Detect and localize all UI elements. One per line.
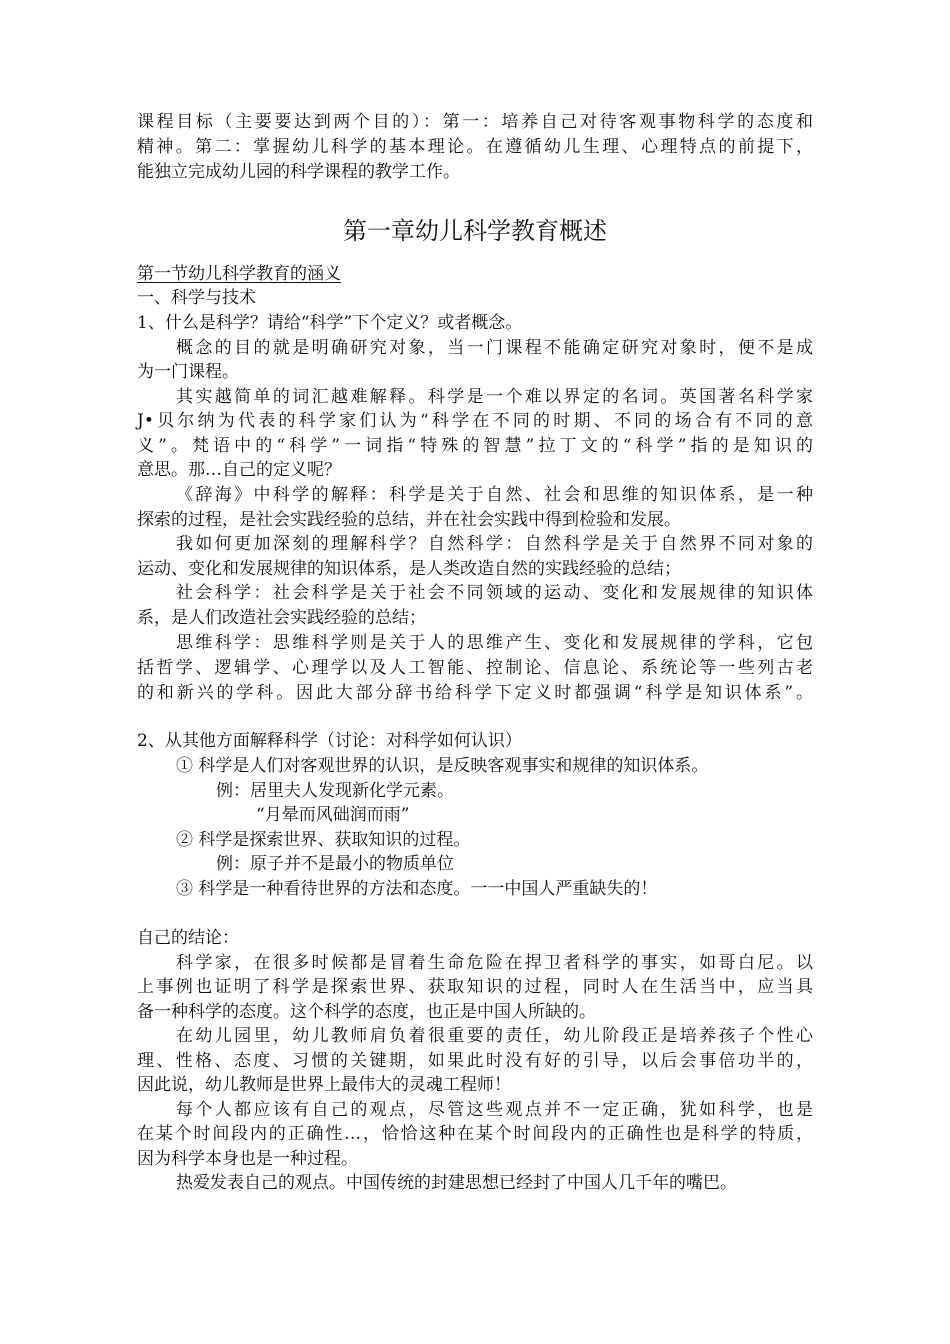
paragraph-line: 热爱发表自己的观点。中国传统的封建思想已经封了中国人几千年的嘴巴。 <box>176 1173 737 1193</box>
paragraph-line: 因为科学本身也是一种过程。 <box>137 1149 358 1169</box>
paragraph-line: 意思。那…自己的定义呢？ <box>137 460 341 480</box>
paragraph-line: 思维科学：思维科学则是关于人的思维产生、变化和发展规律的学科，它包 <box>176 633 813 653</box>
example-line: “月晕而风础润而雨” <box>256 805 410 825</box>
paragraph-line: 括哲学、逻辑学、心理学以及人工智能、控制论、信息论、系统论等一些列古老 <box>137 658 813 678</box>
paragraph-line: 其实越简单的词汇越难解释。科学是一个难以界定的名词。英国著名科学家 <box>176 387 813 407</box>
numbered-point: ② 科学是探索世界、获取知识的过程。 <box>176 830 471 850</box>
chapter-title: 第一章幼儿科学教育概述 <box>343 217 607 245</box>
paragraph-line: 的和新兴的学科。因此大部分辞书给科学下定义时都强调“科学是知识体系”。 <box>137 683 813 703</box>
numbered-point: ③ 科学是一种看待世界的方法和态度。一一中国人严重缺失的！ <box>176 879 658 899</box>
section-title: 第一节幼儿科学教育的涵义 <box>137 264 341 284</box>
example-line: 例：原子并不是最小的物质单位 <box>216 854 454 874</box>
subsection-heading: 一、科学与技术 <box>137 288 256 308</box>
paragraph-line: 为一门课程。 <box>137 362 239 382</box>
paragraph-line: 在某个时间段内的正确性…，恰恰这种在某个时间段内的正确性也是科学的特质， <box>137 1124 813 1144</box>
intro-line: 能独立完成幼儿园的科学课程的教学工作。 <box>137 162 460 182</box>
paragraph-line: 备一种科学的态度。这个科学的态度，也正是中国人所缺的。 <box>137 1002 596 1022</box>
question-heading: 2、从其他方面解释科学（讨论：对科学如何认识） <box>137 731 522 751</box>
paragraph-line: 理、性格、态度、习惯的关键期，如果此时没有好的引导，以后会事倍功半的， <box>137 1051 813 1071</box>
paragraph-line: 科学家，在很多时候都是冒着生命危险在捍卫者科学的事实，如哥白尼。以 <box>176 953 813 973</box>
example-line: 例：居里夫人发现新化学元素。 <box>216 781 454 801</box>
paragraph-line: 义”。梵语中的“科学”一词指“特殊的智慧”拉丁文的“科学”指的是知识的 <box>137 436 813 456</box>
paragraph-line: 概念的目的就是明确研究对象，当一门课程不能确定研究对象时，便不是成 <box>176 338 813 358</box>
paragraph-line: 每个人都应该有自己的观点，尽管这些观点并不一定正确，犹如科学，也是 <box>176 1100 813 1120</box>
paragraph-line: 运动、变化和发展规律的知识体系，是人类改造自然的实践经验的总结； <box>137 559 681 579</box>
numbered-point: ① 科学是人们对客观世界的认识，是反映客观事实和规律的知识体系。 <box>176 756 709 776</box>
question-heading: 1、什么是科学？请给“科学”下个定义？或者概念。 <box>137 313 523 333</box>
paragraph-line: 在幼儿园里，幼儿教师肩负着很重要的责任，幼儿阶段正是培养孩子个性心 <box>176 1026 813 1046</box>
paragraph-line: 探索的过程，是社会实践经验的总结，并在社会实践中得到检验和发展。 <box>137 510 681 530</box>
paragraph-line: 因此说，幼儿教师是世界上最伟大的灵魂工程师！ <box>137 1075 511 1095</box>
paragraph-line: 《辞海》中科学的解释：科学是关于自然、社会和思维的知识体系，是一种 <box>176 485 813 505</box>
paragraph-line: J•贝尔纳为代表的科学家们认为“科学在不同的时期、不同的场合有不同的意 <box>137 411 813 431</box>
paragraph-line: 系，是人们改造社会实践经验的总结； <box>137 608 426 628</box>
intro-line: 课程目标（主要要达到两个目的）：第一：培养自己对待客观事物科学的态度和 <box>137 112 813 132</box>
conclusion-label: 自己的结论： <box>137 928 239 948</box>
paragraph-line: 我如何更加深刻的理解科学？自然科学：自然科学是关于自然界不同对象的 <box>176 534 813 554</box>
intro-line: 精神。第二：掌握幼儿科学的基本理论。在遵循幼儿生理、心理特点的前提下， <box>137 137 813 157</box>
paragraph-line: 社会科学：社会科学是关于社会不同领域的运动、变化和发展规律的知识体 <box>176 583 813 603</box>
paragraph-line: 上事例也证明了科学是探索世界、获取知识的过程，同时人在生活当中，应当具 <box>137 977 813 997</box>
